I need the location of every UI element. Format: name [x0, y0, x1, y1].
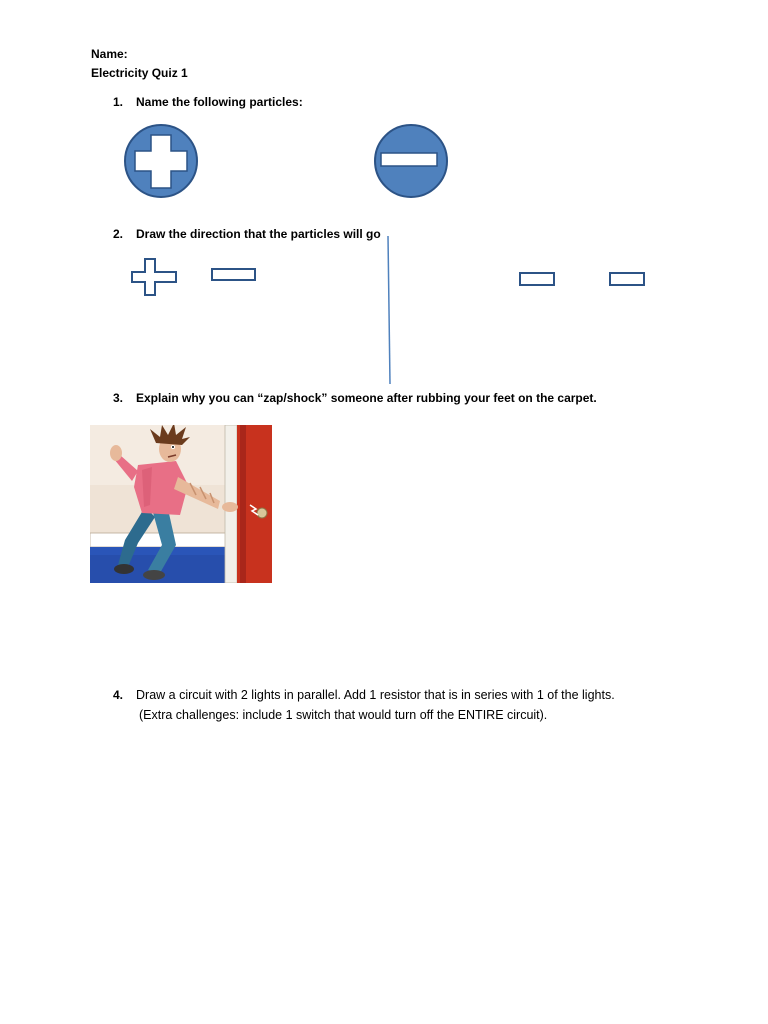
- small-plus-particle-icon: [130, 257, 180, 299]
- question-1-number: 1.: [113, 95, 124, 109]
- small-minus-particle-icon: [210, 267, 258, 283]
- question-1-text: Name the following particles:: [136, 95, 303, 109]
- question-4-text: Draw a circuit with 2 lights in parallel. Add 1 resistor that is in series with 1 of the lights.: [136, 688, 615, 702]
- question-2-text: Draw the direction that the particles will go: [136, 227, 381, 241]
- question-2-number: 2.: [113, 227, 124, 241]
- name-label: Name:: [91, 47, 128, 61]
- divider-line: [382, 234, 396, 386]
- small-minus-particle-icon-right-2: [608, 271, 648, 289]
- question-3-number: 3.: [113, 391, 124, 405]
- positive-particle-icon: [122, 122, 202, 200]
- negative-particle-icon: [372, 122, 452, 200]
- question-4-number: 4.: [113, 688, 124, 702]
- quiz-title: Electricity Quiz 1: [91, 66, 188, 80]
- small-minus-particle-icon-right-1: [518, 271, 558, 289]
- question-4-extra-text: (Extra challenges: include 1 switch that would turn off the ENTIRE circuit).: [139, 708, 548, 722]
- static-shock-illustration: [90, 425, 272, 583]
- question-3-text: Explain why you can “zap/shock” someone after rubbing your feet on the carpet.: [136, 391, 597, 405]
